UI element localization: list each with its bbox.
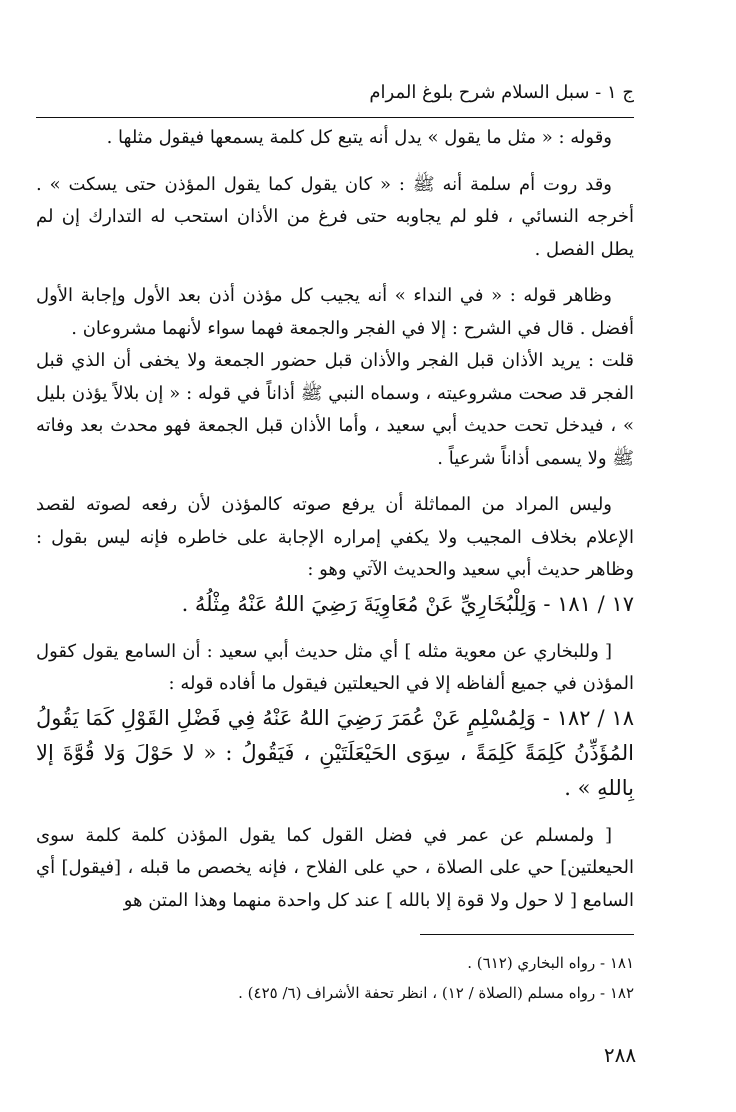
hadith-text: ١٨ / ١٨٢ - وَلِمُسْلِمٍ عَنْ عُمَرَ رَضِيَ اللهُ عَنْهُ فِي فَضْلِ القَوْلِ كَمَا يَقُولُ المُؤَذِّنُ كَلِمَةً كَلِمَةً ، سِوَى الحَيْعَلَتَيْنِ ، فَيَقُولُ : « لا حَوْلَ وَلا قُوَّةَ إلا بِاللهِ » . bbox=[36, 705, 634, 800]
header-title: ج ١ - سبل السلام شرح بلوغ المرام bbox=[369, 82, 634, 103]
paragraph-gap bbox=[36, 806, 634, 820]
paragraph-gap bbox=[36, 155, 634, 169]
hadith-text: ١٧ / ١٨١ - وَلِلْبُخَارِيِّ عَنْ مُعَاوِيَةَ رَضِيَ اللهُ عَنْهُ مِثْلُهُ . bbox=[181, 591, 634, 616]
paragraph: وقد روت أم سلمة أنه ﷺ : « كان يقول كما يقول المؤذن حتى يسكت » . أخرجه النسائي ، فلو لم يجاوبه حتى فرغ من الأذان استحب له التدارك إن لم يطل الفصل . bbox=[36, 173, 634, 260]
paragraph: [ وللبخاري عن معوية مثله ] أي مثل حديث أبي سعيد : أن السامع يقول كقول المؤذن في جميع ألفاظه إلا في الحيعلتين فيقول ما أفاده قوله : bbox=[36, 640, 634, 694]
paragraph-gap bbox=[36, 475, 634, 489]
paragraph: [ ولمسلم عن عمر في فضل القول كما يقول المؤذن كلمة كلمة سوى الحيعلتين] حي على الصلاة ، حي على الفلاح ، فإنه يخصص ما قبله ، [فيقول] أي السامع [ لا حول ولا قوة إلا بالله ] عند كل واحدة منهما وهذا المتن هو bbox=[36, 824, 634, 911]
footnotes bbox=[36, 948, 634, 1008]
paragraph: وظاهر قوله : « في النداء » أنه يجيب كل مؤذن أذن بعد الأول وإجابة الأول أفضل . قال في الشرح : إلا في الفجر والجمعة فهما سواء لأنهما مشروعان . bbox=[36, 285, 634, 339]
main-text bbox=[36, 122, 634, 917]
footnote: ١٨٢ - رواه مسلم (الصلاة / ١٢) ، انظر تحفة الأشراف (٦/ ٤٢٥) . bbox=[238, 984, 634, 1002]
paragraph: قلت : يريد الأذان قبل الفجر والأذان قبل حضور الجمعة ولا يخفى أن الذي قبل الفجر قد صحت مشروعيته ، وسماه النبي ﷺ أذاناً في قوله : « إن بلالاً يؤذن بليل » ، فيدخل تحت حديث أبي سعيد ، وأما الأذان قبل الجمعة فهو محدث بعد وفاته ﷺ ولا يسمى أذاناً شرعياً . bbox=[36, 350, 634, 469]
footnote-divider bbox=[420, 934, 634, 935]
paragraph: وقوله : « مثل ما يقول » يدل أنه يتبع كل كلمة يسمعها فيقول مثلها . bbox=[106, 127, 612, 148]
paragraph: وليس المراد من المماثلة أن يرفع صوته كالمؤذن لأن رفعه لصوته لقصد الإعلام بخلاف المجيب ولا يكفي إمراره الإجابة على خاطره فإنه ليس بقول : وظاهر حديث أبي سعيد والحديث الآتي وهو : bbox=[36, 494, 634, 580]
footnote: ١٨١ - رواه البخاري (٦١٢) . bbox=[467, 954, 634, 972]
paragraph-gap bbox=[36, 622, 634, 636]
running-header bbox=[36, 80, 634, 106]
header-divider bbox=[36, 117, 634, 118]
paragraph-gap bbox=[36, 266, 634, 280]
page-number: ٢٨٨ bbox=[603, 1043, 637, 1067]
